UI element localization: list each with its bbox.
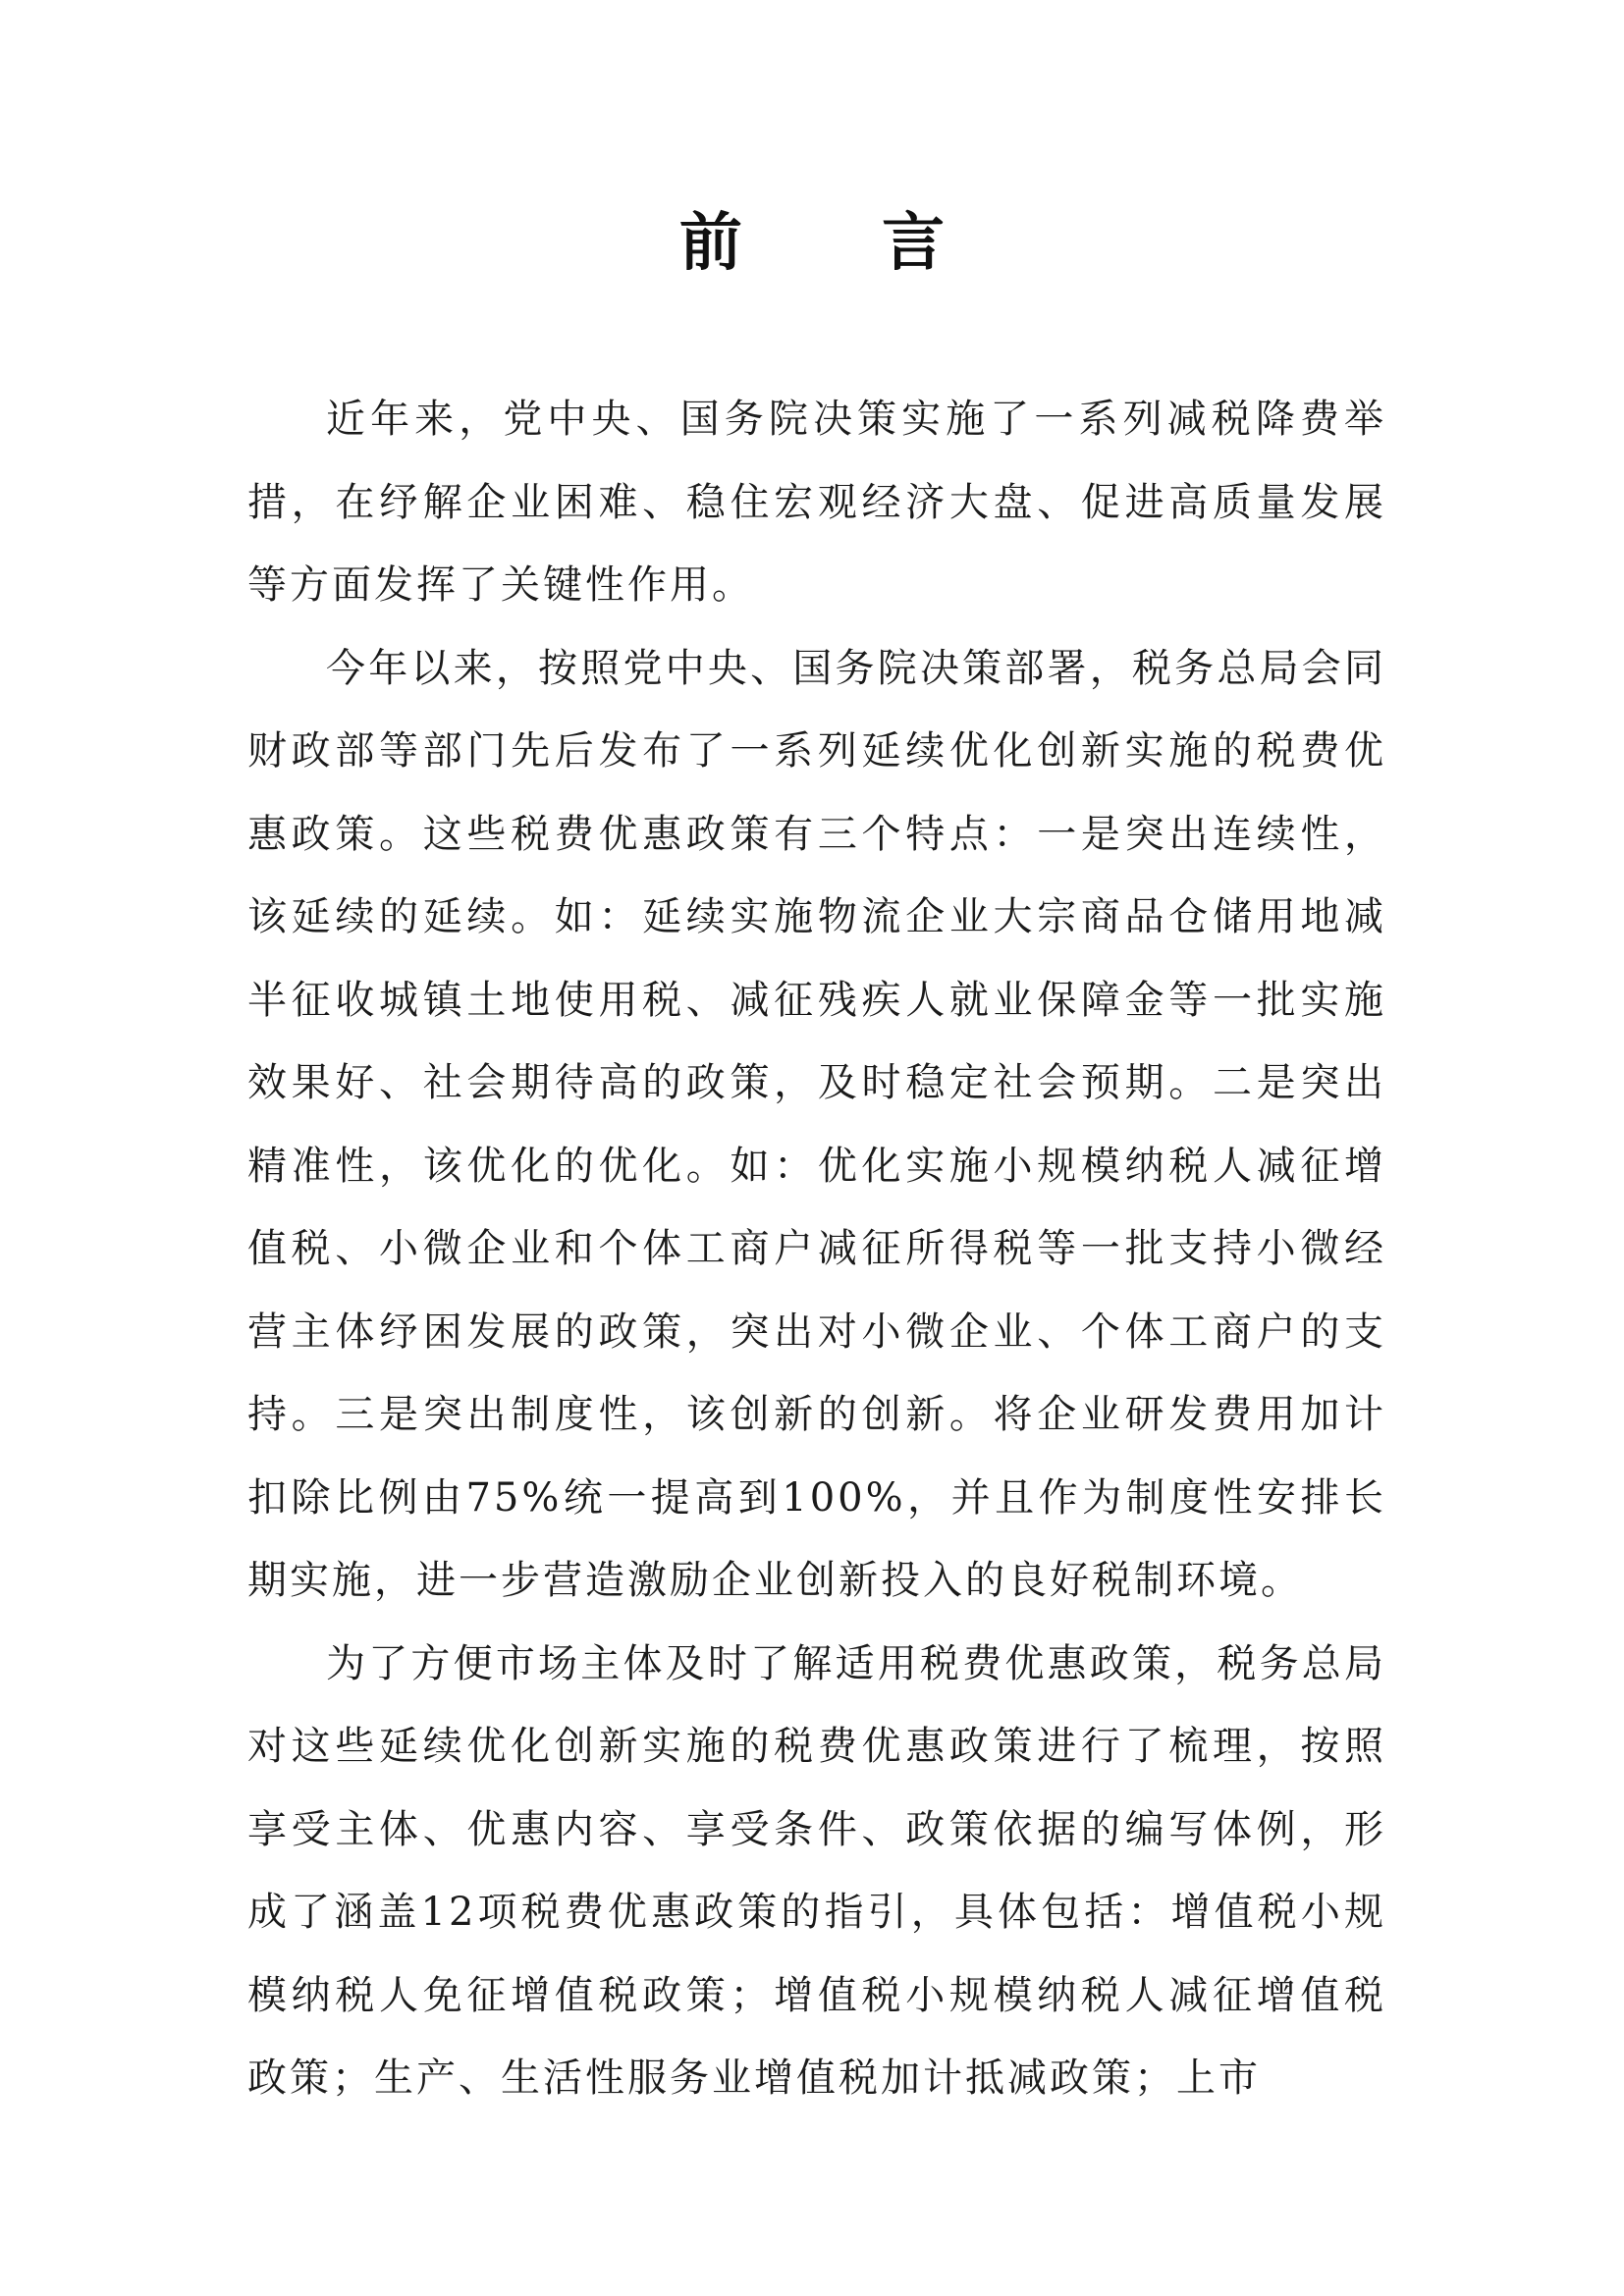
paragraph-1: 近年来，党中央、国务院决策实施了一系列减税降费举措，在纾解企业困难、稳住宏观经济大盘、促进高质量发展等方面发挥了关键性作用。 bbox=[247, 397, 1386, 608]
paragraph-3: 为了方便市场主体及时了解适用税费优惠政策，税务总局对这些延续优化创新实施的税费优惠政策进行了梳理，按照享受主体、优惠内容、享受条件、政策依据的编写体例，形成了涵盖12项税费优惠政策的指引，具体包括：增值税小规模纳税人免征增值税政策；增值税小规模纳税人减征增值税政策；生产、生活性服务业增值税加计抵减政策；上市 bbox=[247, 1640, 1386, 2101]
paragraph-2: 今年以来，按照党中央、国务院决策部署，税务总局会同财政部等部门先后发布了一系列延续优化创新实施的税费优惠政策。这些税费优惠政策有三个特点：一是突出连续性，该延续的延续。如：延续实施物流企业大宗商品仓储用地减半征收城镇土地使用税、减征残疾人就业保障金等一批实施效果好、社会期待高的政策，及时稳定社会预期。二是突出精准性，该优化的优化。如：优化实施小规模纳税人减征增值税、小微企业和个体工商户减征所得税等一批支持小微经营主体纾困发展的政策，突出对小微企业、个体工商户的支持。三是突出制度性，该创新的创新。将企业研发费用加计扣除比例由75%统一提高到100%，并且作为制度性安排长期实施，进一步营造激励企业创新投入的良好税制环境。 bbox=[247, 645, 1386, 1603]
body-text bbox=[247, 378, 1386, 2120]
page-title: 前 言 bbox=[678, 206, 1004, 280]
